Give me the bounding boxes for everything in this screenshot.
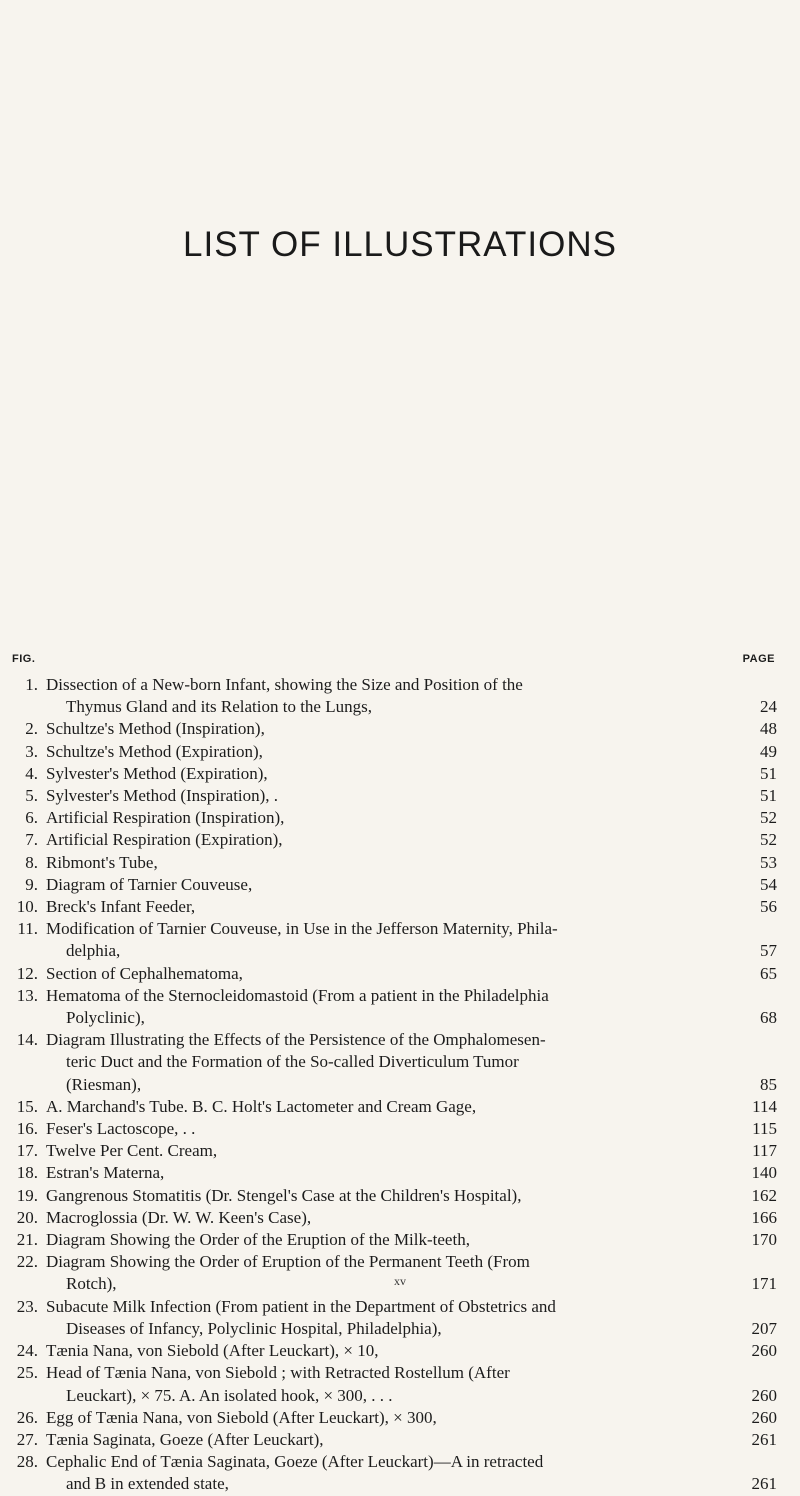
list-item xyxy=(12,1429,777,1451)
page-title: LIST OF ILLUSTRATIONS xyxy=(183,225,617,264)
caption-line: Diseases of Infancy, Polyclinic Hospital, Philadelphia), xyxy=(66,1318,442,1338)
list-item xyxy=(12,1096,777,1118)
figure-caption xyxy=(12,1029,777,1096)
list-item xyxy=(12,918,777,962)
figure-number: 10. xyxy=(16,897,38,917)
column-headers xyxy=(12,653,775,669)
list-item xyxy=(12,785,777,807)
page-number: 65 xyxy=(760,963,777,983)
figure-number: 24. xyxy=(16,1341,38,1361)
figure-caption xyxy=(12,1296,777,1340)
list-item xyxy=(12,852,777,874)
caption-line: Subacute Milk Infection (From patient in the Department of Obstetrics and xyxy=(46,1296,556,1316)
page-folio: xv xyxy=(394,1274,406,1288)
caption-line: Hematoma of the Sternocleidomastoid (From a patient in the Philadelphia xyxy=(46,985,549,1005)
caption-line: Dissection of a New-born Infant, showing the Size and Position of the xyxy=(46,675,523,694)
list-item xyxy=(12,1029,777,1096)
figure-caption xyxy=(12,785,777,807)
caption-line: Egg of Tænia Nana, von Siebold (After Leuckart), × 300, xyxy=(46,1407,437,1427)
figure-caption xyxy=(12,741,777,763)
page-number: 57 xyxy=(760,941,777,961)
page-number: 261 xyxy=(751,1429,777,1449)
figure-number: 7. xyxy=(25,830,38,850)
page-number: 260 xyxy=(751,1341,777,1361)
caption-line: teric Duct and the Formation of the So-called Diverticulum Tumor xyxy=(66,1052,519,1072)
list-item xyxy=(12,674,777,718)
figure-number: 13. xyxy=(16,985,38,1005)
page-number: 166 xyxy=(751,1207,777,1227)
figure-number: 23. xyxy=(16,1296,38,1316)
figure-caption xyxy=(12,829,777,851)
list-item xyxy=(12,1407,777,1429)
list-item xyxy=(12,741,777,763)
list-item xyxy=(12,718,777,740)
caption-line: Polyclinic), xyxy=(66,1008,145,1028)
list-item xyxy=(12,1229,777,1251)
figure-number: 12. xyxy=(16,963,38,983)
figure-number: 21. xyxy=(16,1230,38,1250)
list-item xyxy=(12,807,777,829)
page-number: 117 xyxy=(752,1141,777,1161)
page-number: 207 xyxy=(751,1318,777,1338)
caption-line: Schultze's Method (Inspiration), xyxy=(46,719,265,739)
figure-number: 26. xyxy=(16,1407,38,1427)
figure-number: 8. xyxy=(25,852,38,872)
page-number: 53 xyxy=(760,852,777,872)
figure-number: 28. xyxy=(16,1452,38,1472)
caption-line: Twelve Per Cent. Cream, xyxy=(46,1141,218,1161)
figure-number: 2. xyxy=(25,719,38,739)
caption-line: Modification of Tarnier Couveuse, in Use in the Jefferson Maternity, Phila- xyxy=(46,919,558,939)
figure-caption xyxy=(12,852,777,874)
figure-caption xyxy=(12,874,777,896)
page-number: 85 xyxy=(760,1074,777,1094)
figure-number: 5. xyxy=(25,786,38,806)
caption-line: Sylvester's Method (Expiration), xyxy=(46,763,268,783)
illustrations-list xyxy=(12,674,777,1496)
figure-caption xyxy=(12,896,777,918)
page-column-header: PAGE xyxy=(742,653,775,665)
figure-caption xyxy=(12,1362,777,1406)
list-item xyxy=(12,963,777,985)
list-item xyxy=(12,1207,777,1229)
figure-caption xyxy=(12,1162,777,1184)
list-item xyxy=(12,1140,777,1162)
figure-number: 27. xyxy=(16,1429,38,1449)
figure-caption xyxy=(12,718,777,740)
page-number: 115 xyxy=(752,1119,777,1139)
figure-caption xyxy=(12,763,777,785)
caption-line: Head of Tænia Nana, von Siebold ; with Retracted Rostellum (After xyxy=(46,1363,510,1383)
list-item xyxy=(12,1451,777,1495)
figure-caption xyxy=(12,1140,777,1162)
caption-line: (Riesman), xyxy=(66,1074,142,1094)
page-number: 52 xyxy=(760,808,777,828)
list-item xyxy=(12,874,777,896)
page-number: 140 xyxy=(751,1163,777,1183)
caption-line: delphia, xyxy=(66,941,121,961)
page-number: 162 xyxy=(751,1185,777,1205)
figure-caption xyxy=(12,1429,777,1451)
list-item xyxy=(12,829,777,851)
page-number: 54 xyxy=(760,874,777,894)
figure-caption xyxy=(12,963,777,985)
caption-line: Gangrenous Stomatitis (Dr. Stengel's Case at the Children's Hospital), xyxy=(46,1185,522,1205)
page-number: 170 xyxy=(751,1230,777,1250)
figure-caption xyxy=(12,1185,777,1207)
caption-line: Ribmont's Tube, xyxy=(46,852,158,872)
page-number: 49 xyxy=(760,741,777,761)
list-item xyxy=(12,985,777,1029)
page-number: 56 xyxy=(760,897,777,917)
caption-line: Thymus Gland and its Relation to the Lungs, xyxy=(66,697,372,717)
page-number: 48 xyxy=(760,719,777,739)
list-item xyxy=(12,1185,777,1207)
page-number: 260 xyxy=(751,1385,777,1405)
figure-number: 11. xyxy=(17,919,38,939)
caption-line: Feser's Lactoscope, . . xyxy=(46,1119,196,1139)
figure-number: 22. xyxy=(16,1252,38,1272)
figure-caption xyxy=(12,1096,777,1118)
figure-number: 17. xyxy=(16,1141,38,1161)
figure-number: 25. xyxy=(16,1363,38,1383)
caption-line: Schultze's Method (Expiration), xyxy=(46,741,263,761)
page-number: 114 xyxy=(752,1096,777,1116)
caption-line: Diagram Showing the Order of Eruption of the Permanent Teeth (From xyxy=(46,1252,530,1272)
list-item xyxy=(12,1296,777,1340)
page-number: 51 xyxy=(760,763,777,783)
figure-number: 6. xyxy=(25,808,38,828)
figure-number: 3. xyxy=(25,741,38,761)
caption-line: Breck's Infant Feeder, xyxy=(46,897,196,917)
list-item xyxy=(12,1162,777,1184)
figure-caption xyxy=(12,674,777,718)
caption-line: Diagram Showing the Order of the Eruption of the Milk-teeth, xyxy=(46,1230,470,1250)
caption-line: Leuckart), × 75. A. An isolated hook, × 300, . . . xyxy=(66,1385,393,1405)
caption-line: Diagram of Tarnier Couveuse, xyxy=(46,874,253,894)
page-number: 51 xyxy=(760,786,777,806)
figure-caption xyxy=(12,1229,777,1251)
page-number: 260 xyxy=(751,1407,777,1427)
figure-caption xyxy=(12,918,777,962)
fig-column-header: FIG. xyxy=(12,653,36,665)
figure-number: 9. xyxy=(25,874,38,894)
page-number: 24 xyxy=(760,697,777,717)
page-number: 68 xyxy=(760,1008,777,1028)
figure-number: 1. xyxy=(25,675,38,694)
page-number: 261 xyxy=(751,1474,777,1494)
caption-line: Artificial Respiration (Inspiration), xyxy=(46,808,285,828)
figure-caption xyxy=(12,1340,777,1362)
list-item xyxy=(12,1118,777,1140)
list-item xyxy=(12,896,777,918)
figure-number: 14. xyxy=(16,1030,38,1050)
list-item xyxy=(12,1362,777,1406)
caption-line: Estran's Materna, xyxy=(46,1163,165,1183)
figure-number: 18. xyxy=(16,1163,38,1183)
caption-line: Tænia Saginata, Goeze (After Leuckart), xyxy=(46,1429,324,1449)
caption-line: Section of Cephalhematoma, xyxy=(46,963,243,983)
figure-caption xyxy=(12,1207,777,1229)
caption-line: Artificial Respiration (Expiration), xyxy=(46,830,283,850)
caption-line: A. Marchand's Tube. B. C. Holt's Lactometer and Cream Gage, xyxy=(46,1096,477,1116)
figure-caption xyxy=(12,1451,777,1495)
caption-line: Rotch), xyxy=(66,1274,117,1294)
figure-caption xyxy=(12,985,777,1029)
page-number: 52 xyxy=(760,830,777,850)
caption-line: Diagram Illustrating the Effects of the Persistence of the Omphalomesen- xyxy=(46,1030,546,1050)
caption-line: Sylvester's Method (Inspiration), . xyxy=(46,786,279,806)
figure-caption xyxy=(12,1118,777,1140)
figure-number: 16. xyxy=(16,1119,38,1139)
caption-line: Tænia Nana, von Siebold (After Leuckart), × 10, xyxy=(46,1341,379,1361)
list-item xyxy=(12,763,777,785)
caption-line: and B in extended state, xyxy=(66,1474,229,1494)
figure-caption xyxy=(12,807,777,829)
page-number: 171 xyxy=(751,1274,777,1294)
figure-number: 4. xyxy=(25,763,38,783)
list-item xyxy=(12,1340,777,1362)
caption-line: Macroglossia (Dr. W. W. Keen's Case), xyxy=(46,1207,312,1227)
caption-line: Cephalic End of Tænia Saginata, Goeze (After Leuckart)—A in retracted xyxy=(46,1452,544,1472)
figure-number: 19. xyxy=(16,1185,38,1205)
figure-number: 15. xyxy=(16,1096,38,1116)
figure-number: 20. xyxy=(16,1207,38,1227)
figure-caption xyxy=(12,1407,777,1429)
